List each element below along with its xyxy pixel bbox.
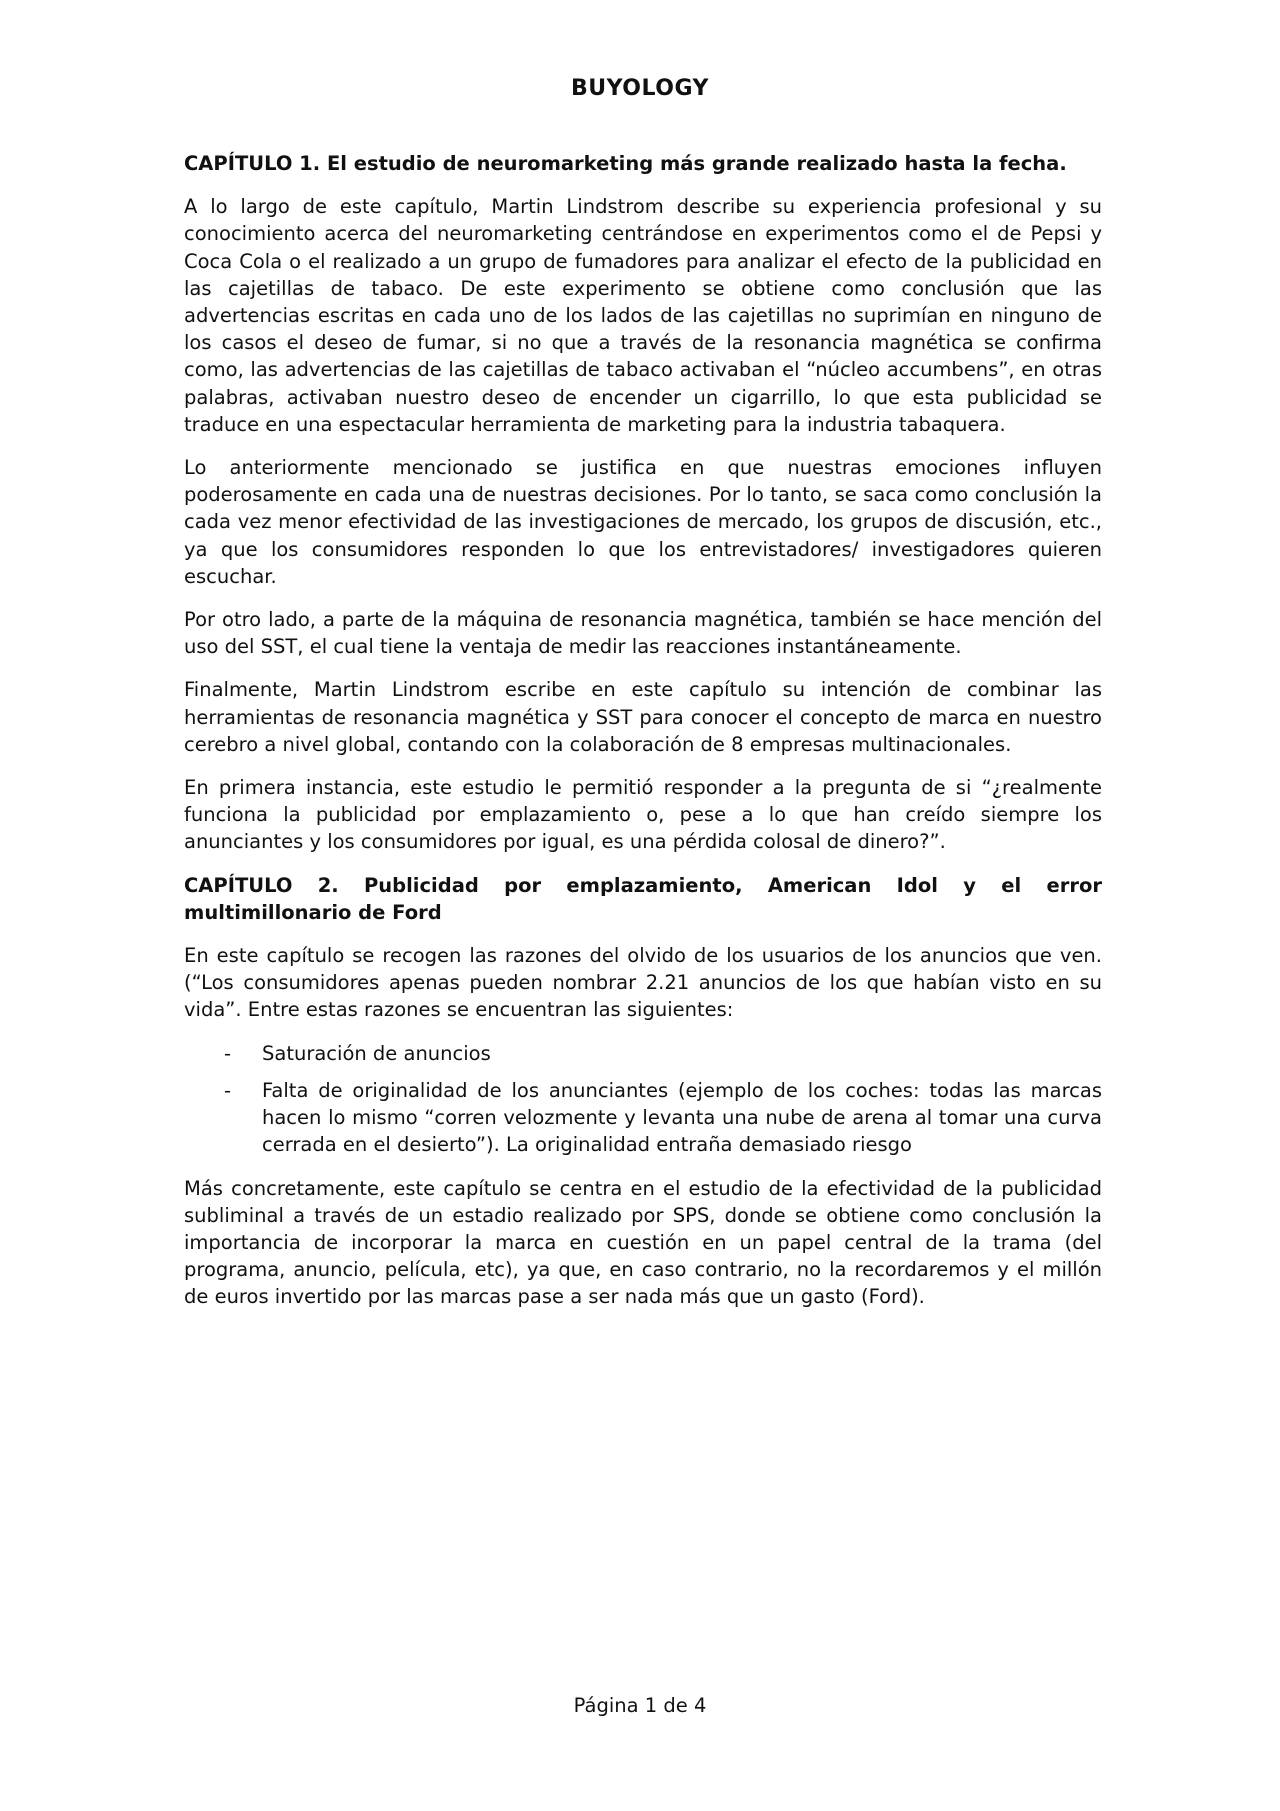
document-body bbox=[184, 150, 1102, 1327]
chapter-1-paragraph: Por otro lado, a parte de la máquina de resonancia magnética, también se hace mención del uso del SST, el cual tiene la ventaja de medir las reacciones instantáneamente. bbox=[184, 608, 1102, 659]
chapter-2-closing-paragraph: Más concretamente, este capítulo se centra en el estudio de la efectividad de la publicidad subliminal a través de un estadio realizado por SPS, donde se obtiene como conclusión la importancia de incorporar la marca en cuestión en un papel central de la trama (del programa, anuncio, película, etc), ya que, en caso contrario, no la recordaremos y el millón de euros invertido por las marcas pase a ser nada más que un gasto (Ford). bbox=[184, 1176, 1102, 1309]
chapter-2-intro: En este capítulo se recogen las razones del olvido de los usuarios de los anuncios que ven. (“Los consumidores apenas pueden nombrar 2.21 anuncios de los que habían visto en su vida”. Entre estas razones se encuentran las siguientes: bbox=[184, 944, 1102, 1022]
chapter-2-heading: CAPÍTULO 2. Publicidad por emplazamiento, American Idol y el error multimillonario de Ford bbox=[184, 873, 1102, 924]
document-title: BUYOLOGY bbox=[571, 76, 709, 101]
chapter-1-heading: CAPÍTULO 1. El estudio de neuromarketing más grande realizado hasta la fecha. bbox=[184, 152, 1067, 175]
dash-bullet: - bbox=[224, 1078, 232, 1102]
chapter-1-paragraph: A lo largo de este capítulo, Martin Lindstrom describe su experiencia profesional y su conocimiento acerca del neuromarketing centrándose en experimentos como el de Pepsi y Coca Cola o el realizado a un grupo de fumadores para analizar el efecto de la publicidad en las cajetillas de tabaco. De este experimento se obtiene como conclusión que las advertencias escritas en cada uno de los lados de las cajetillas no suprimían en ninguno de los casos el deseo de fumar, si no que a través de la resonancia magnética se confirma como, las advertencias de las cajetillas de tabaco activaban el “núcleo accumbens”, en otras palabras, activaban nuestro deseo de encender un cigarrillo, lo que esta publicidad se traduce en una espectacular herramienta de marketing para la industria tabaquera. bbox=[184, 195, 1102, 436]
list-item bbox=[184, 1040, 1102, 1067]
list-item bbox=[184, 1077, 1102, 1159]
page-number-footer: Página 1 de 4 bbox=[573, 1694, 707, 1717]
chapter-1-paragraph: Finalmente, Martin Lindstrom escribe en este capítulo su intención de combinar las herramientas de resonancia magnética y SST para conocer el concepto de marca en nuestro cerebro a nivel global, contando con la colaboración de 8 empresas multinacionales. bbox=[184, 678, 1102, 756]
chapter-2-section bbox=[184, 872, 1102, 1311]
reasons-list bbox=[184, 1040, 1102, 1159]
chapter-1-section bbox=[184, 150, 1102, 856]
list-item-text: Falta de originalidad de los anunciantes (ejemplo de los coches: todas las marcas hacen lo mismo “corren velozmente y levanta una nube de arena al tomar una curva cerrada en el desierto”). La originalidad entraña demasiado riesgo bbox=[262, 1078, 1102, 1157]
dash-bullet: - bbox=[224, 1041, 232, 1065]
chapter-1-paragraph: En primera instancia, este estudio le permitió responder a la pregunta de si “¿realmente funciona la publicidad por emplazamiento o, pese a lo que han creído siempre los anunciantes y los consumidores por igual, es una pérdida colosal de dinero?”. bbox=[184, 776, 1102, 854]
list-item-text: Saturación de anuncios bbox=[262, 1041, 491, 1065]
chapter-1-paragraph: Lo anteriormente mencionado se justifica en que nuestras emociones influyen poderosamente en cada una de nuestras decisiones. Por lo tanto, se saca como conclusión la cada vez menor efectividad de las investigaciones de mercado, los grupos de discusión, etc., ya que los consumidores responden lo que los entrevistadores/ investigadores quieren escuchar. bbox=[184, 456, 1102, 588]
